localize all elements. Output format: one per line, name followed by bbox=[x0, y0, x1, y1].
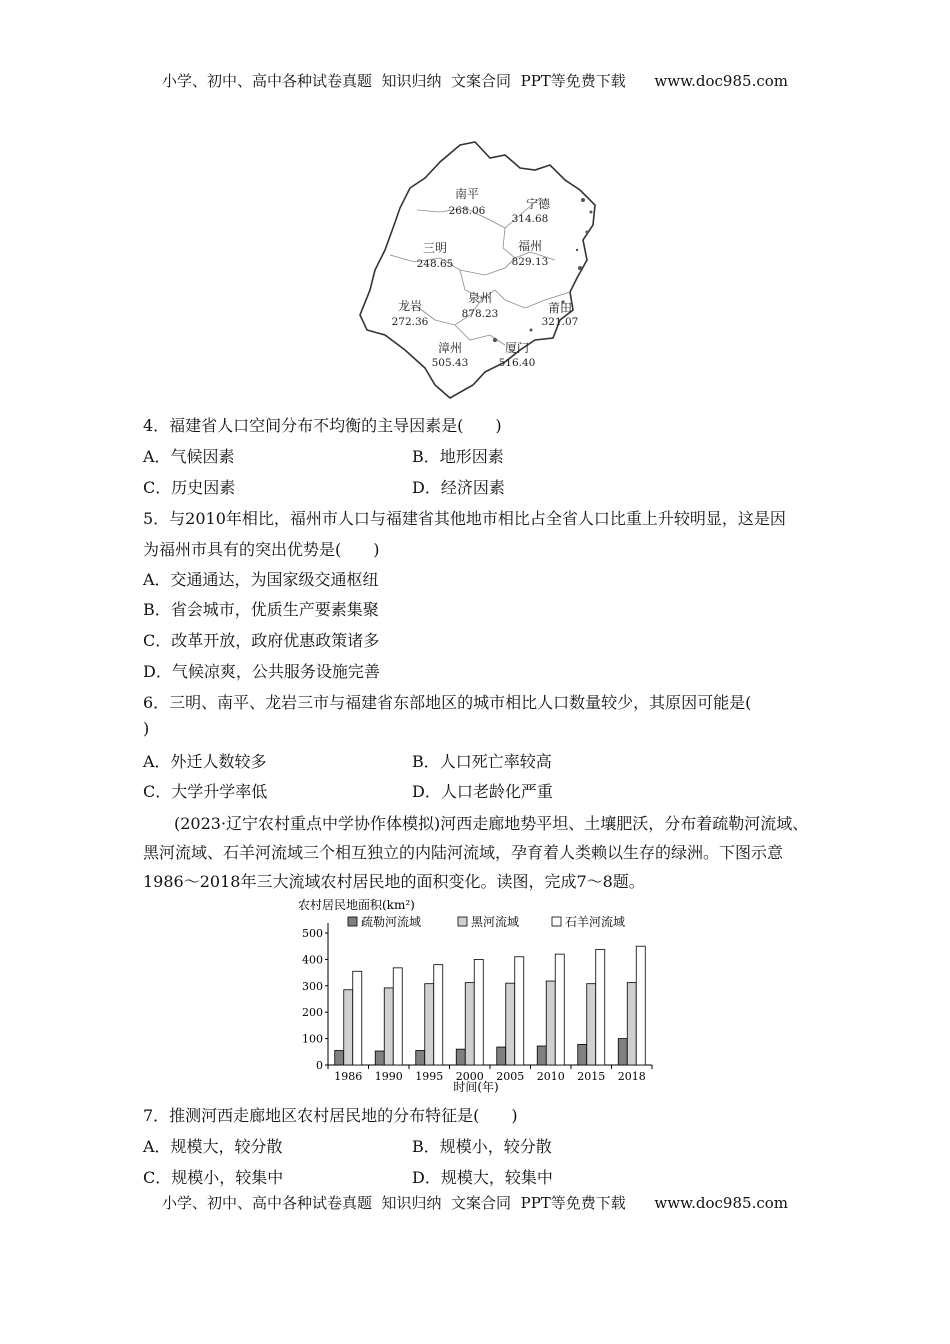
q7-stem: 7．推测河西走廊地区农村居民地的分布特征是( ) bbox=[143, 1106, 518, 1125]
q4-option-b[interactable]: B．地形因素 bbox=[412, 447, 504, 466]
q4-option-c[interactable]: C．历史因素 bbox=[143, 478, 236, 497]
q7-option-b[interactable]: B．规模小，较分散 bbox=[412, 1137, 552, 1156]
region-value: 314.68 bbox=[511, 213, 549, 225]
region-value: 829.13 bbox=[511, 256, 549, 268]
region-name: 南平 bbox=[454, 187, 480, 201]
bar bbox=[375, 1051, 384, 1065]
region-value: 272.36 bbox=[391, 316, 429, 328]
legend-swatch bbox=[458, 917, 467, 926]
passage-line1: (2023·辽宁农村重点中学协作体模拟)河西走廊地势平坦、土壤肥沃，分布着疏勒河流域、 bbox=[174, 814, 809, 833]
q4-option-a[interactable]: A．气候因素 bbox=[143, 447, 235, 466]
bar bbox=[627, 983, 636, 1065]
q4-stem: 4．福建省人口空间分布不均衡的主导因素是( ) bbox=[143, 416, 502, 435]
region-value: 248.65 bbox=[416, 258, 454, 270]
bar bbox=[344, 990, 353, 1065]
x-tick-label: 2005 bbox=[496, 1070, 525, 1083]
q6-option-a[interactable]: A．外迁人数较多 bbox=[143, 752, 267, 771]
bar bbox=[596, 949, 605, 1065]
bar bbox=[465, 983, 474, 1065]
x-tick-label: 1986 bbox=[334, 1070, 363, 1083]
region-name: 莆田 bbox=[547, 301, 573, 315]
q5-stem-line1: 5．与2010年相比，福州市人口与福建省其他地市相比占全省人口比重上升较明显，这是因 bbox=[143, 509, 786, 528]
q7-option-c[interactable]: C．规模小，较集中 bbox=[143, 1168, 284, 1187]
chart-legend bbox=[348, 914, 625, 929]
q7-option-a[interactable]: A．规模大，较分散 bbox=[143, 1137, 283, 1156]
x-tick-label: 2000 bbox=[455, 1070, 484, 1083]
bar bbox=[537, 1046, 546, 1065]
passage-line3: 1986～2018年三大流域农村居民地的面积变化。读图，完成7～8题。 bbox=[143, 872, 645, 891]
x-tick-label: 2018 bbox=[617, 1070, 646, 1083]
y-tick-label: 500 bbox=[302, 927, 323, 940]
x-tick-label: 1990 bbox=[374, 1070, 403, 1083]
region-name: 三明 bbox=[422, 241, 448, 255]
bar bbox=[393, 968, 402, 1065]
y-tick-label: 0 bbox=[316, 1059, 323, 1072]
bar bbox=[384, 988, 393, 1065]
page-header: 小学、初中、高中各种试卷真题 知识归纳 文案合同 PPT等免费下载 www.doc985.com bbox=[161, 72, 788, 90]
q5-option-d[interactable]: D．气候凉爽，公共服务设施完善 bbox=[143, 662, 380, 681]
region-name: 泉州 bbox=[467, 291, 493, 305]
bar bbox=[555, 954, 564, 1065]
q7-option-d[interactable]: D．规模大，较集中 bbox=[412, 1168, 553, 1187]
y-tick-label: 300 bbox=[302, 979, 323, 993]
legend-label: 黑河流域 bbox=[471, 915, 520, 929]
q6-option-c[interactable]: C．大学升学率低 bbox=[143, 782, 268, 801]
bar bbox=[546, 981, 555, 1065]
y-tick-label: 100 bbox=[302, 1032, 323, 1046]
x-tick-label: 2010 bbox=[536, 1070, 565, 1083]
region-name: 宁德 bbox=[525, 197, 551, 211]
x-tick-label: 2015 bbox=[577, 1070, 606, 1083]
passage-line2: 黑河流域、石羊河流域三个相互独立的内陆河流域，孕育着人类赖以生存的绿洲。下图示意 bbox=[143, 843, 784, 862]
bar bbox=[618, 1039, 627, 1065]
page-footer: 小学、初中、高中各种试卷真题 知识归纳 文案合同 PPT等免费下载 www.doc985.com bbox=[161, 1194, 788, 1212]
q5-option-c[interactable]: C．改革开放，政府优惠政策诸多 bbox=[143, 631, 380, 650]
region-value: 878.23 bbox=[461, 308, 499, 320]
bar bbox=[353, 971, 362, 1065]
bar bbox=[416, 1050, 425, 1065]
bar bbox=[587, 984, 596, 1065]
legend-label: 疏勒河流域 bbox=[361, 915, 422, 929]
q6-option-b[interactable]: B．人口死亡率较高 bbox=[412, 752, 552, 771]
region-value: 516.40 bbox=[498, 357, 536, 369]
region-name: 龙岩 bbox=[397, 299, 423, 313]
region-name: 福州 bbox=[517, 239, 543, 253]
bar bbox=[497, 1047, 506, 1065]
bar bbox=[578, 1044, 587, 1065]
region-name: 厦门 bbox=[504, 341, 530, 355]
q4-option-d[interactable]: D．经济因素 bbox=[412, 478, 505, 497]
bar bbox=[636, 946, 645, 1065]
region-value: 268.06 bbox=[448, 205, 486, 217]
legend-swatch bbox=[552, 917, 561, 926]
legend-label: 石羊河流域 bbox=[565, 915, 626, 929]
region-value: 505.43 bbox=[431, 357, 469, 369]
q6-stem-line2: ) bbox=[143, 719, 150, 738]
x-axis-label: 时间(年) bbox=[453, 1080, 499, 1094]
region-value: 321.07 bbox=[541, 316, 579, 328]
x-tick-label: 1995 bbox=[415, 1070, 444, 1083]
province-outline bbox=[360, 142, 595, 398]
y-tick-label: 200 bbox=[302, 1006, 323, 1020]
bar-chart bbox=[290, 895, 670, 1095]
bar bbox=[434, 965, 443, 1065]
bar bbox=[425, 984, 434, 1065]
bar bbox=[456, 1049, 465, 1065]
region-name: 漳州 bbox=[437, 341, 463, 355]
bar bbox=[335, 1050, 344, 1065]
q5-stem-line2: 为福州市具有的突出优势是( ) bbox=[143, 540, 380, 559]
q5-option-b[interactable]: B．省会城市，优质生产要素集聚 bbox=[143, 600, 379, 619]
y-tick-label: 400 bbox=[302, 953, 323, 967]
chart-title: 农村居民地面积(km²) bbox=[298, 898, 415, 912]
q6-option-d[interactable]: D．人口老龄化严重 bbox=[412, 782, 553, 801]
bar bbox=[515, 957, 524, 1065]
legend-swatch bbox=[348, 917, 357, 926]
q5-option-a[interactable]: A．交通通达，为国家级交通枢纽 bbox=[143, 570, 379, 589]
fujian-map bbox=[355, 140, 605, 402]
bar bbox=[474, 959, 483, 1065]
q6-stem-line1: 6．三明、南平、龙岩三市与福建省东部地区的城市相比人口数量较少，其原因可能是( bbox=[143, 693, 752, 712]
bar bbox=[506, 983, 515, 1065]
